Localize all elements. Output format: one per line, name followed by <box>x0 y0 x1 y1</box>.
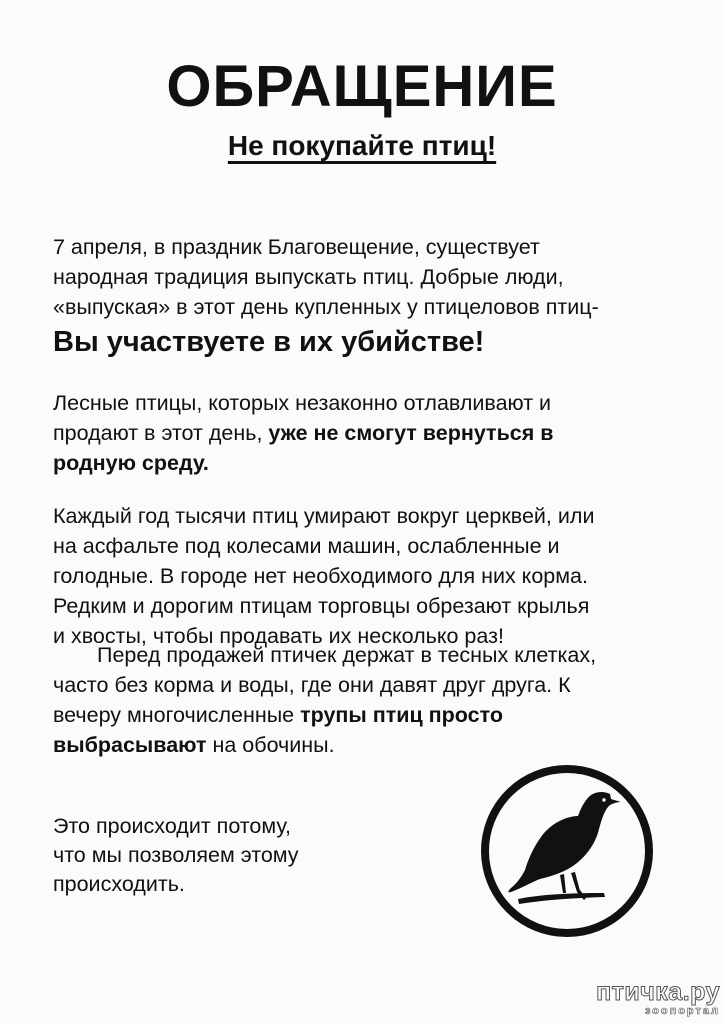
cages-line-4 <box>53 730 693 760</box>
cages-line-3-bold: трупы птиц просто <box>300 703 503 727</box>
site-watermark <box>596 980 720 1017</box>
cages-line-3 <box>53 700 693 730</box>
subtitle-text: Не покупайте птиц! <box>227 130 497 161</box>
intro-line-1: 7 апреля, в праздник Благовещение, существует <box>53 235 540 259</box>
cages-line-4-regular: на обочины. <box>206 733 335 757</box>
forest-line-2-regular: продают в этот день, <box>53 421 269 445</box>
yearly-deaths-paragraph <box>53 501 693 651</box>
cages-line-1: Перед продажей птичек держат в тесных клетках, <box>97 643 597 667</box>
deaths-line-1: Каждый год тысячи птиц умирают вокруг церквей, или <box>53 504 595 528</box>
page-title: ОБРАЩЕНИЕ <box>166 54 558 119</box>
cages-line-4-bold: выбрасывают <box>53 733 207 757</box>
bird-silhouette <box>508 792 621 904</box>
closing-line-3: происходить. <box>53 872 185 896</box>
closing-line-2: что мы позволяем этому <box>53 843 299 867</box>
emphasis-statement: Вы участвуете в их убийстве! <box>53 326 485 358</box>
bird-in-circle-icon <box>478 762 656 940</box>
forest-line-1: Лесные птицы, которых незаконно отлавливают и <box>53 391 552 415</box>
forest-line-2 <box>53 418 693 448</box>
intro-line-2: народная традиция выпускать птиц. Добрые люди, <box>53 265 564 289</box>
forest-birds-paragraph <box>53 388 693 478</box>
watermark-sub: зоопортал <box>644 1005 720 1017</box>
forest-line-3-bold: родную среду. <box>53 451 209 475</box>
deaths-line-3: голодные. В городе нет необходимого для них корма. <box>53 564 588 588</box>
cages-line-3-regular: вечеру многочисленные <box>53 703 301 727</box>
cages-paragraph <box>53 640 693 760</box>
watermark-main: птичка.ру <box>596 978 720 1006</box>
page-subtitle <box>0 128 724 164</box>
deaths-line-4: Редким и дорогим птицам торговцы обрезают крылья <box>53 594 590 618</box>
intro-line-3: «выпуская» в этот день купленных у птицеловов птиц- <box>53 295 599 319</box>
forest-line-2-bold: уже не смогут вернуться в <box>268 421 554 445</box>
cages-line-2: часто без корма и воды, где они давят друг друга. К <box>53 673 571 697</box>
intro-paragraph <box>53 232 693 322</box>
deaths-line-5: и хвосты, чтобы продавать их несколько раз! <box>53 624 504 648</box>
deaths-line-2: на асфальте под колесами машин, ослабленные и <box>53 534 560 558</box>
closing-line-1: Это происходит потому, <box>53 814 291 838</box>
